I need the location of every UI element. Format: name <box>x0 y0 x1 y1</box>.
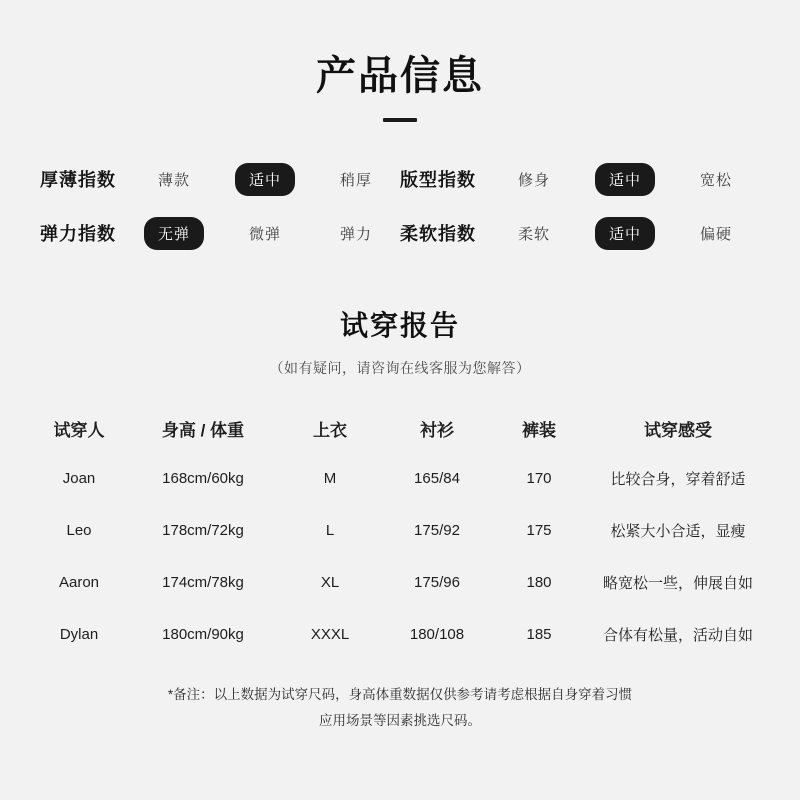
index-option-thin[interactable]: 薄款 <box>158 171 191 189</box>
index-option-stretch[interactable]: 弹力 <box>339 225 372 243</box>
cell-shirt-size: 175/92 <box>414 521 460 539</box>
cell-feedback: 比较合身，穿着舒适 <box>610 470 746 488</box>
index-label-softness: 柔软指数 <box>400 224 476 244</box>
index-option-thick[interactable]: 稍厚 <box>339 171 372 189</box>
cell-model-name: Aaron <box>58 573 100 591</box>
index-group-elasticity <box>40 217 400 250</box>
table-row <box>30 504 770 556</box>
fitting-report-table <box>30 404 770 660</box>
index-option-firm[interactable]: 偏硬 <box>699 225 732 243</box>
cell-top-size: XXXL <box>310 625 350 643</box>
cell-top-size: L <box>325 521 335 539</box>
index-options-thickness <box>144 163 400 196</box>
table-row <box>30 608 770 660</box>
cell-model-name: Joan <box>62 469 96 487</box>
cell-top-size: XL <box>320 573 340 591</box>
index-group-thickness <box>40 163 400 196</box>
table-row <box>30 556 770 608</box>
index-row-2 <box>40 206 760 260</box>
column-header-model: 试穿人 <box>53 420 105 440</box>
index-label-fit: 版型指数 <box>400 170 476 190</box>
cell-pants-size: 185 <box>526 625 552 643</box>
index-option-medium-soft[interactable]: 适中 <box>595 217 655 250</box>
index-options-elasticity <box>144 217 400 250</box>
cell-feedback: 略宽松一些，伸展自如 <box>602 574 753 592</box>
cell-feedback: 松紧大小合适，显瘦 <box>610 522 746 540</box>
fitting-report-header <box>0 304 800 378</box>
cell-pants-size: 180 <box>526 573 552 591</box>
footnote-line-2: 应用场景等因素挑选尺码。 <box>319 712 481 728</box>
cell-model-name: Leo <box>66 521 92 539</box>
index-section <box>0 152 800 260</box>
title-divider <box>383 118 417 122</box>
fitting-report-subtitle: （如有疑问，请咨询在线客服为您解答） <box>269 360 531 376</box>
column-header-height-weight: 身高 / 体重 <box>161 420 245 440</box>
index-options-softness <box>504 217 760 250</box>
cell-height-weight: 168cm/60kg <box>162 469 244 487</box>
column-header-top: 上衣 <box>313 420 347 440</box>
index-row-1 <box>40 152 760 206</box>
cell-shirt-size: 165/84 <box>414 469 460 487</box>
index-label-thickness: 厚薄指数 <box>40 170 116 190</box>
cell-pants-size: 175 <box>526 521 552 539</box>
table-row <box>30 452 770 504</box>
index-option-slight-stretch[interactable]: 微弹 <box>248 225 281 243</box>
index-options-fit <box>504 163 760 196</box>
column-header-pants: 裤装 <box>522 420 556 440</box>
footnote <box>0 682 800 733</box>
cell-shirt-size: 180/108 <box>409 625 465 643</box>
cell-model-name: Dylan <box>59 625 99 643</box>
cell-feedback: 合体有松量，活动自如 <box>602 626 753 644</box>
index-group-fit <box>400 163 760 196</box>
index-group-softness <box>400 217 760 250</box>
cell-height-weight: 178cm/72kg <box>162 521 244 539</box>
cell-top-size: M <box>323 469 337 487</box>
index-label-elasticity: 弹力指数 <box>40 224 116 244</box>
index-option-regular[interactable]: 适中 <box>595 163 655 196</box>
cell-height-weight: 180cm/90kg <box>162 625 244 643</box>
index-option-loose[interactable]: 宽松 <box>699 171 732 189</box>
column-header-feedback: 试穿感受 <box>644 420 712 440</box>
index-option-medium[interactable]: 适中 <box>235 163 295 196</box>
fitting-report-title: 试穿报告 <box>339 310 460 341</box>
index-option-soft[interactable]: 柔软 <box>518 225 551 243</box>
index-option-slim[interactable]: 修身 <box>518 171 551 189</box>
column-header-shirt: 衬衫 <box>420 420 454 440</box>
cell-pants-size: 170 <box>526 469 552 487</box>
footnote-line-1: *备注：以上数据为试穿尺码，身高体重数据仅供参考请考虑根据自身穿着习惯 <box>167 687 633 702</box>
cell-shirt-size: 175/96 <box>414 573 460 591</box>
page-title: 产品信息 <box>316 54 484 98</box>
cell-height-weight: 174cm/78kg <box>162 573 244 591</box>
index-option-no-stretch[interactable]: 无弹 <box>144 217 204 250</box>
table-header-row <box>30 404 770 452</box>
